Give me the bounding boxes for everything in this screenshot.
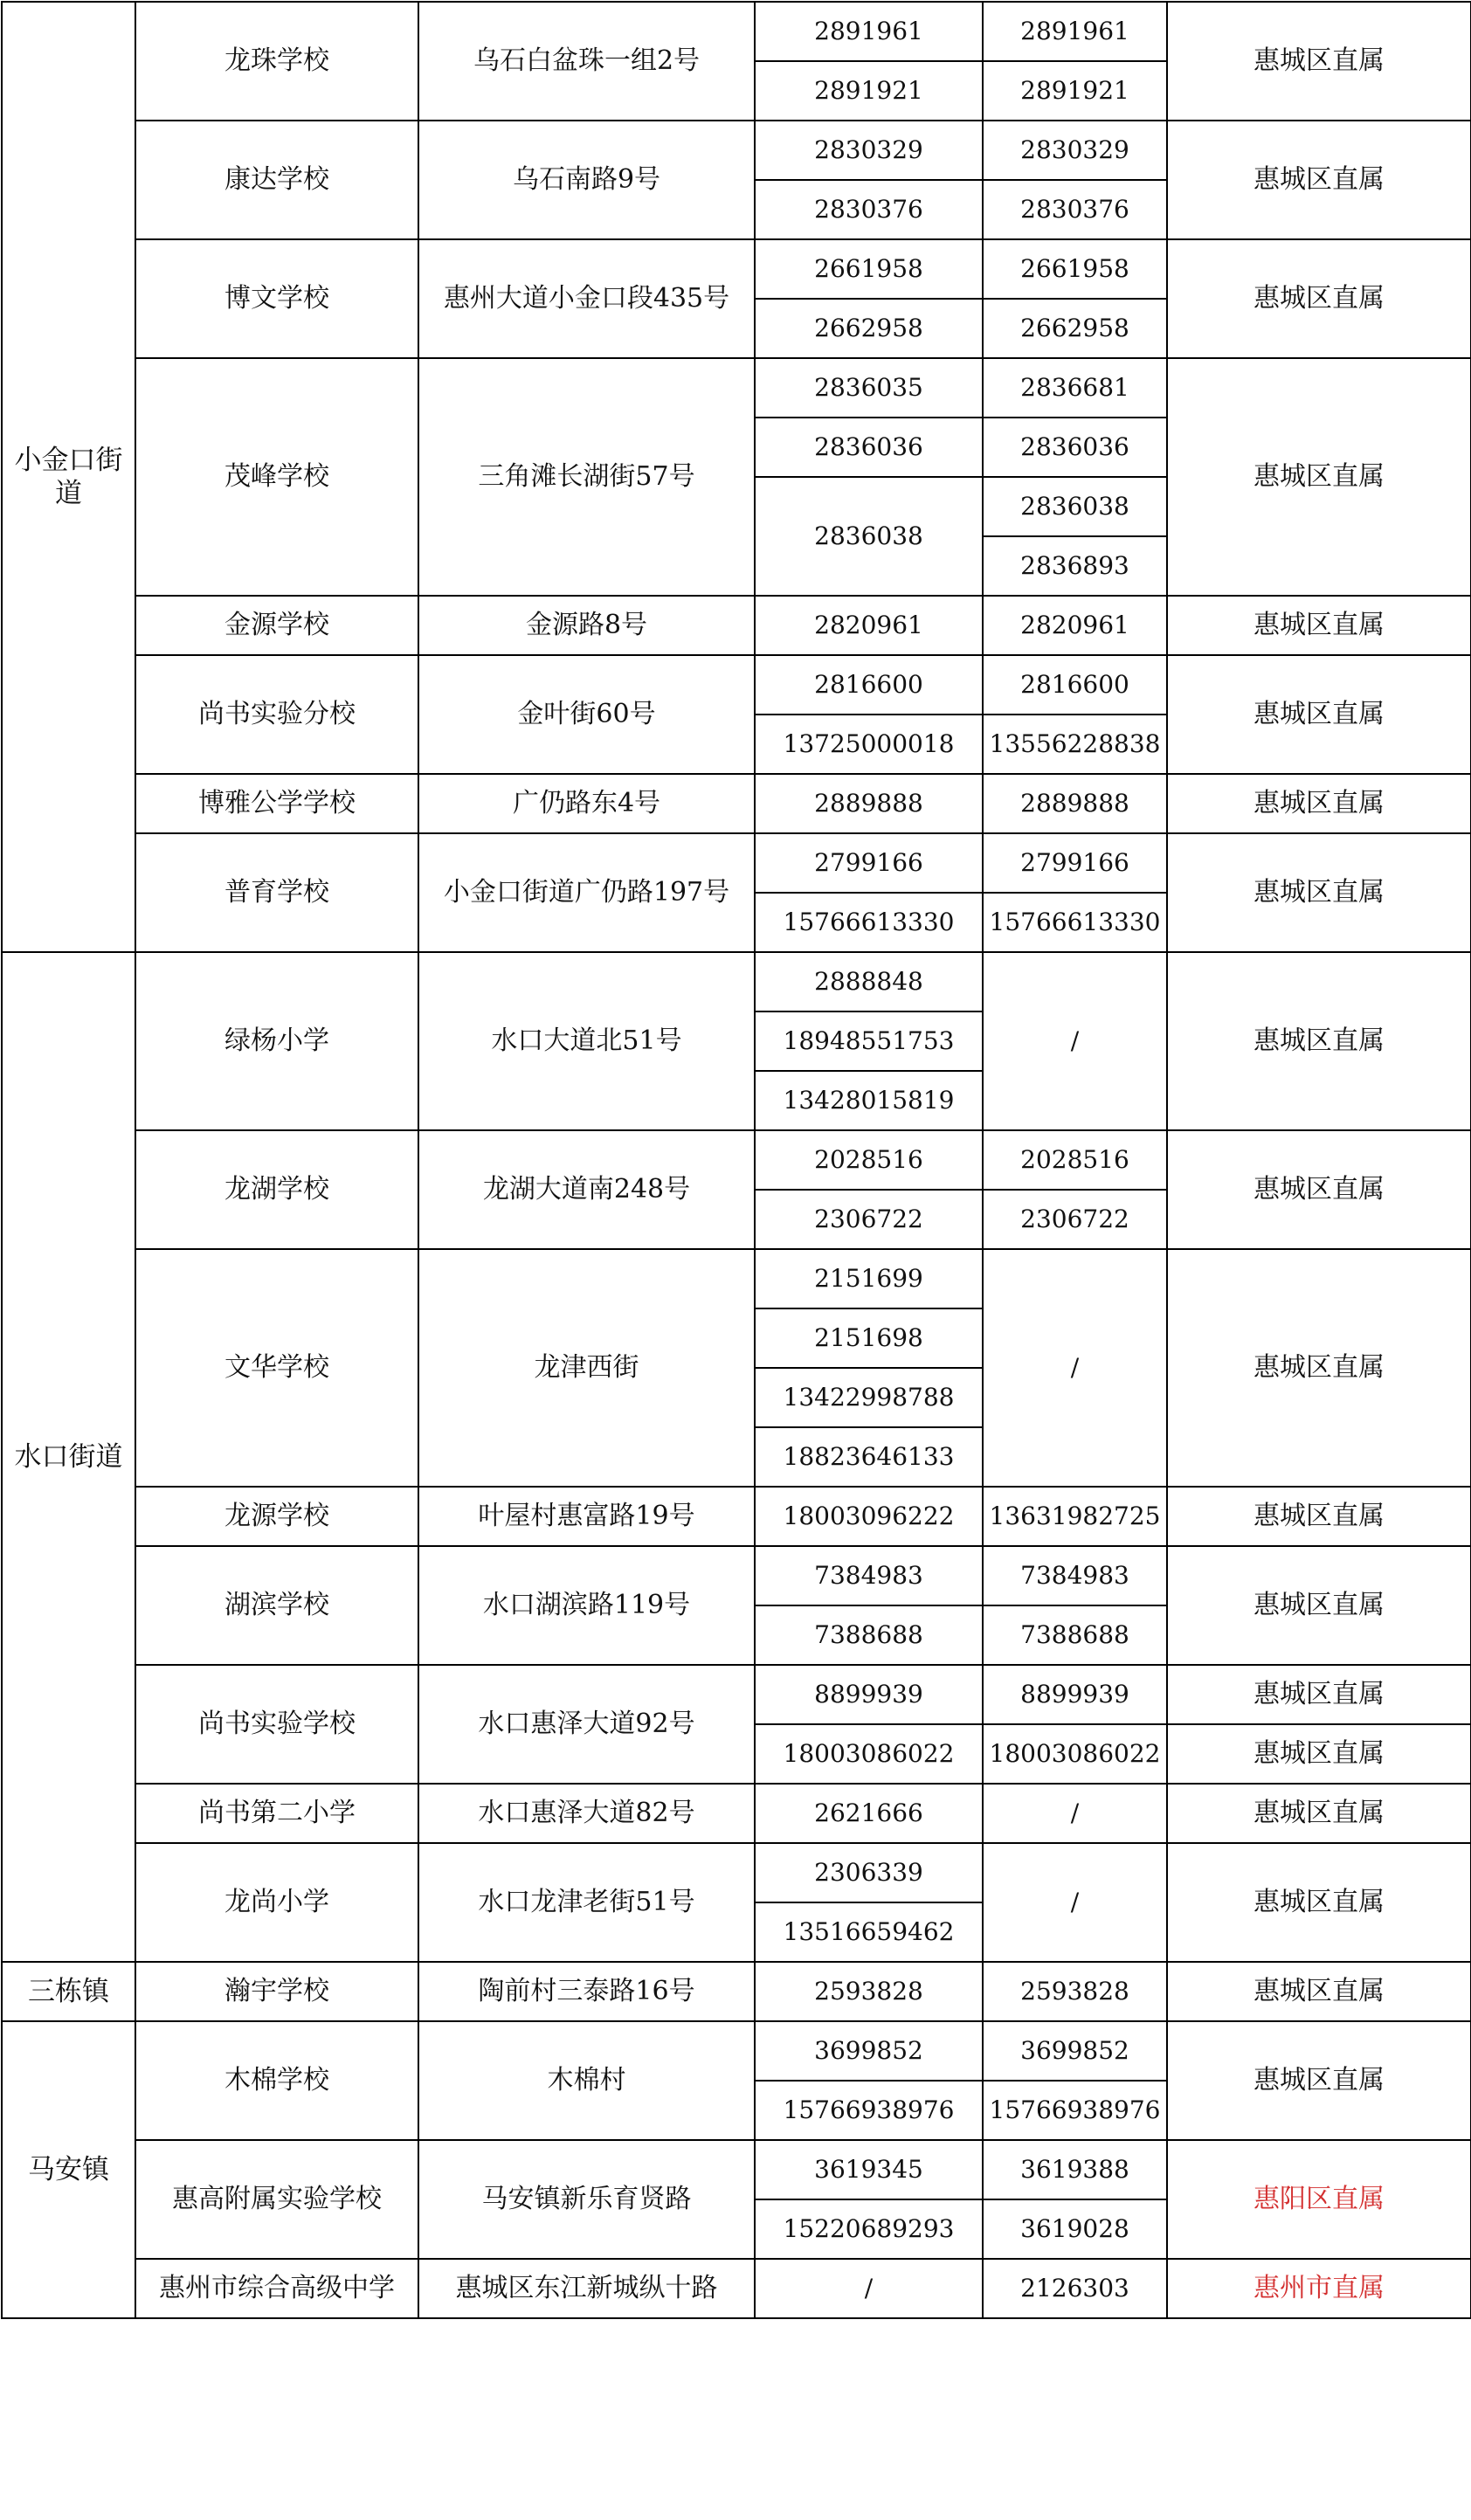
address-cell: 广仍路东4号 xyxy=(418,774,755,833)
phone-cell: 2836036 xyxy=(755,418,983,477)
school-name-cell: 康达学校 xyxy=(135,121,418,239)
phone-cell: 13516659462 xyxy=(755,1902,983,1962)
affiliation-cell: 惠城区直属 xyxy=(1167,774,1471,833)
phone-cell: 2820961 xyxy=(755,596,983,655)
affiliation-cell: 惠城区直属 xyxy=(1167,2021,1471,2140)
address-cell: 小金口街道广仍路197号 xyxy=(418,833,755,952)
phone-cell: 2830329 xyxy=(983,121,1167,180)
phone-cell: 18948551753 xyxy=(755,1011,983,1071)
phone-cell: 18003086022 xyxy=(755,1724,983,1784)
phone-cell: 2830376 xyxy=(983,180,1167,239)
affiliation-cell: 惠城区直属 xyxy=(1167,1546,1471,1665)
phone-cell: 2028516 xyxy=(755,1130,983,1190)
phone-cell: 2891961 xyxy=(755,2,983,61)
phone-cell: 2151698 xyxy=(755,1308,983,1368)
phone-cell: 2816600 xyxy=(755,655,983,715)
school-name-cell: 惠州市综合高级中学 xyxy=(135,2259,418,2318)
table-row xyxy=(2,1487,1471,1546)
affiliation-cell: 惠城区直属 xyxy=(1167,833,1471,952)
phone-cell: 2306722 xyxy=(755,1190,983,1249)
phone-cell: 7388688 xyxy=(983,1605,1167,1665)
address-cell: 叶屋村惠富路19号 xyxy=(418,1487,755,1546)
table-row xyxy=(2,121,1471,180)
table-row xyxy=(2,1784,1471,1843)
table-row xyxy=(2,1546,1471,1605)
school-name-cell: 湖滨学校 xyxy=(135,1546,418,1665)
phone-cell: 13631982725 xyxy=(983,1487,1167,1546)
school-name-cell: 金源学校 xyxy=(135,596,418,655)
affiliation-cell: 惠城区直属 xyxy=(1167,1962,1471,2021)
school-name-cell: 茂峰学校 xyxy=(135,358,418,596)
phone-cell: 13422998788 xyxy=(755,1368,983,1427)
phone-cell: 18823646133 xyxy=(755,1427,983,1487)
address-cell: 乌石南路9号 xyxy=(418,121,755,239)
school-name-cell: 木棉学校 xyxy=(135,2021,418,2140)
phone-cell: 2836681 xyxy=(983,358,1167,418)
phone-cell: 3619028 xyxy=(983,2199,1167,2259)
phone-cell: 2799166 xyxy=(755,833,983,893)
phone-cell: 3699852 xyxy=(983,2021,1167,2081)
table-row xyxy=(2,2,1471,61)
affiliation-cell: 惠城区直属 xyxy=(1167,239,1471,358)
address-cell: 金叶街60号 xyxy=(418,655,755,774)
phone-cell: 13556228838 xyxy=(983,715,1167,774)
school-name-cell: 瀚宇学校 xyxy=(135,1962,418,2021)
phone-cell: 13725000018 xyxy=(755,715,983,774)
phone-cell: 2662958 xyxy=(755,299,983,358)
school-contact-table xyxy=(1,1,1471,2319)
phone-cell: 2661958 xyxy=(983,239,1167,299)
street-cell: 小金口街道 xyxy=(2,2,135,952)
phone-cell: 2836035 xyxy=(755,358,983,418)
phone-cell: 3699852 xyxy=(755,2021,983,2081)
school-name-cell: 尚书第二小学 xyxy=(135,1784,418,1843)
phone-cell: 2891961 xyxy=(983,2,1167,61)
address-cell: 惠城区东江新城纵十路 xyxy=(418,2259,755,2318)
school-name-cell: 龙珠学校 xyxy=(135,2,418,121)
address-cell: 水口大道北51号 xyxy=(418,952,755,1130)
table-row xyxy=(2,2259,1471,2318)
table-row xyxy=(2,833,1471,893)
address-cell: 水口惠泽大道92号 xyxy=(418,1665,755,1784)
phone-cell: 2830329 xyxy=(755,121,983,180)
phone-cell: 2799166 xyxy=(983,833,1167,893)
affiliation-cell: 惠城区直属 xyxy=(1167,655,1471,774)
phone-cell: 8899939 xyxy=(755,1665,983,1724)
phone-cell: 15766613330 xyxy=(983,893,1167,952)
address-cell: 水口惠泽大道82号 xyxy=(418,1784,755,1843)
table-row xyxy=(2,655,1471,715)
phone-cell: / xyxy=(983,952,1167,1130)
phone-cell: 2662958 xyxy=(983,299,1167,358)
phone-cell: 2889888 xyxy=(983,774,1167,833)
street-cell: 马安镇 xyxy=(2,2021,135,2318)
phone-cell: 2306722 xyxy=(983,1190,1167,1249)
address-cell: 三角滩长湖街57号 xyxy=(418,358,755,596)
phone-cell: 2820961 xyxy=(983,596,1167,655)
address-cell: 龙湖大道南248号 xyxy=(418,1130,755,1249)
school-name-cell: 博雅公学学校 xyxy=(135,774,418,833)
phone-cell: 15766938976 xyxy=(755,2081,983,2140)
phone-cell: 15766938976 xyxy=(983,2081,1167,2140)
affiliation-cell: 惠城区直属 xyxy=(1167,1249,1471,1487)
table-row xyxy=(2,239,1471,299)
phone-cell: 18003086022 xyxy=(983,1724,1167,1784)
street-cell: 水口街道 xyxy=(2,952,135,1962)
phone-cell: 13428015819 xyxy=(755,1071,983,1130)
affiliation-cell: 惠州市直属 xyxy=(1167,2259,1471,2318)
table-row xyxy=(2,1130,1471,1190)
phone-cell: 2836036 xyxy=(983,418,1167,477)
table-body xyxy=(2,2,1471,2318)
table-row xyxy=(2,2140,1471,2199)
address-cell: 乌石白盆珠一组2号 xyxy=(418,2,755,121)
school-name-cell: 普育学校 xyxy=(135,833,418,952)
phone-cell: 2028516 xyxy=(983,1130,1167,1190)
phone-cell: 3619388 xyxy=(983,2140,1167,2199)
phone-cell: 7384983 xyxy=(755,1546,983,1605)
affiliation-cell: 惠城区直属 xyxy=(1167,952,1471,1130)
affiliation-cell: 惠城区直属 xyxy=(1167,1784,1471,1843)
school-name-cell: 博文学校 xyxy=(135,239,418,358)
address-cell: 水口湖滨路119号 xyxy=(418,1546,755,1665)
affiliation-cell: 惠城区直属 xyxy=(1167,1843,1471,1962)
school-name-cell: 惠高附属实验学校 xyxy=(135,2140,418,2259)
address-cell: 马安镇新乐育贤路 xyxy=(418,2140,755,2259)
school-name-cell: 尚书实验学校 xyxy=(135,1665,418,1784)
phone-cell: / xyxy=(755,2259,983,2318)
school-name-cell: 龙湖学校 xyxy=(135,1130,418,1249)
address-cell: 陶前村三泰路16号 xyxy=(418,1962,755,2021)
school-name-cell: 绿杨小学 xyxy=(135,952,418,1130)
address-cell: 木棉村 xyxy=(418,2021,755,2140)
phone-cell: 2830376 xyxy=(755,180,983,239)
phone-cell: / xyxy=(983,1843,1167,1962)
street-cell: 三栋镇 xyxy=(2,1962,135,2021)
phone-cell: 2306339 xyxy=(755,1843,983,1902)
phone-cell: 18003096222 xyxy=(755,1487,983,1546)
affiliation-cell: 惠城区直属 xyxy=(1167,121,1471,239)
table-row xyxy=(2,1665,1471,1724)
table-row xyxy=(2,952,1471,1011)
school-name-cell: 龙尚小学 xyxy=(135,1843,418,1962)
affiliation-cell: 惠城区直属 xyxy=(1167,2,1471,121)
phone-cell: 7384983 xyxy=(983,1546,1167,1605)
affiliation-cell: 惠城区直属 xyxy=(1167,358,1471,596)
address-cell: 龙津西街 xyxy=(418,1249,755,1487)
table-row xyxy=(2,596,1471,655)
phone-cell: 2888848 xyxy=(755,952,983,1011)
phone-cell: 15220689293 xyxy=(755,2199,983,2259)
phone-cell: 2126303 xyxy=(983,2259,1167,2318)
phone-cell: 8899939 xyxy=(983,1665,1167,1724)
phone-cell: 2891921 xyxy=(755,61,983,121)
affiliation-cell: 惠城区直属 xyxy=(1167,1724,1471,1784)
affiliation-cell: 惠城区直属 xyxy=(1167,1665,1471,1724)
address-cell: 水口龙津老街51号 xyxy=(418,1843,755,1962)
table-row xyxy=(2,1843,1471,1902)
phone-cell: 2151699 xyxy=(755,1249,983,1308)
phone-cell: 2593828 xyxy=(755,1962,983,2021)
table-row xyxy=(2,1249,1471,1308)
table-row xyxy=(2,1962,1471,2021)
phone-cell: 15766613330 xyxy=(755,893,983,952)
table-row xyxy=(2,774,1471,833)
affiliation-cell: 惠城区直属 xyxy=(1167,1487,1471,1546)
school-name-cell: 龙源学校 xyxy=(135,1487,418,1546)
phone-cell: 7388688 xyxy=(755,1605,983,1665)
phone-cell: 2593828 xyxy=(983,1962,1167,2021)
phone-cell: / xyxy=(983,1784,1167,1843)
school-name-cell: 文华学校 xyxy=(135,1249,418,1487)
table-row xyxy=(2,358,1471,418)
phone-cell: 2836893 xyxy=(983,536,1167,596)
affiliation-cell: 惠城区直属 xyxy=(1167,1130,1471,1249)
address-cell: 金源路8号 xyxy=(418,596,755,655)
phone-cell: 2836038 xyxy=(755,477,983,596)
phone-cell: 2836038 xyxy=(983,477,1167,536)
phone-cell: 2889888 xyxy=(755,774,983,833)
affiliation-cell: 惠城区直属 xyxy=(1167,596,1471,655)
phone-cell: 2661958 xyxy=(755,239,983,299)
phone-cell: 2621666 xyxy=(755,1784,983,1843)
affiliation-cell: 惠阳区直属 xyxy=(1167,2140,1471,2259)
school-name-cell: 尚书实验分校 xyxy=(135,655,418,774)
table-row xyxy=(2,2021,1471,2081)
phone-cell: 2816600 xyxy=(983,655,1167,715)
phone-cell: 3619345 xyxy=(755,2140,983,2199)
phone-cell: / xyxy=(983,1249,1167,1487)
phone-cell: 2891921 xyxy=(983,61,1167,121)
address-cell: 惠州大道小金口段435号 xyxy=(418,239,755,358)
